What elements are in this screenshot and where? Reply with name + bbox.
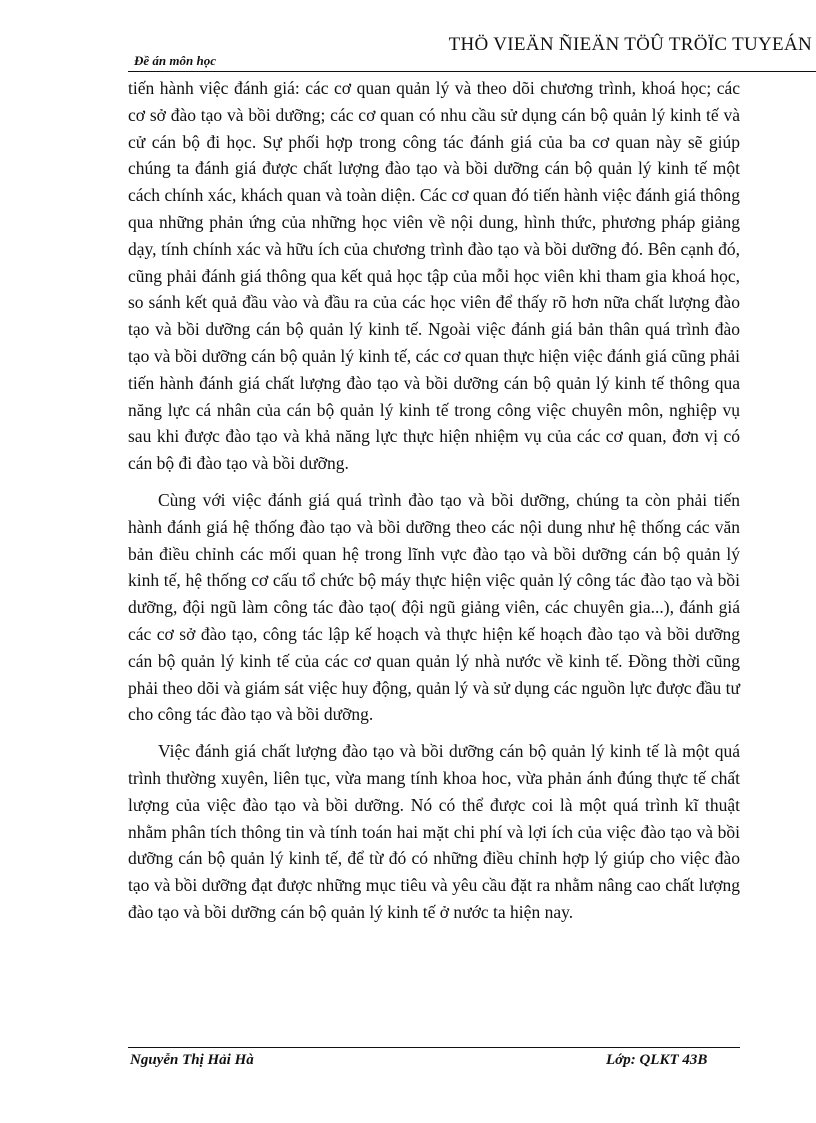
header-divider	[128, 71, 816, 72]
paragraph-1: tiến hành việc đánh giá: các cơ quan quản lý và theo dõi chương trình, khoá học; các cơ sở đào tạo và bồi dưỡng; các cơ quan có nhu cầu sử dụng cán bộ quản lý kinh tế và cử cán bộ đi học. Sự phối hợp trong công tác đánh giá của ba cơ quan này sẽ giúp chúng ta đánh giá được chất lượng đào tạo và bồi dưỡng cán bộ quản lý kinh tế một cách chính xác, khách quan và toàn diện. Các cơ quan đó tiến hành việc đánh giá thông qua những phản ứng của những học viên về nội dung, hình thức, phương pháp giảng dạy, tính chính xác và hữu ích của chương trình đào tạo và bồi dưỡng đó. Bên cạnh đó, cũng phải đánh giá thông qua kết quả học tập của mỗi học viên khi tham gia khoá học, so sánh kết quả đầu vào và đầu ra của các học viên để thấy rõ hơn nữa chất lượng đào tạo và bồi dưỡng cán bộ quản lý kinh tế. Ngoài việc đánh giá bản thân quá trình đào tạo và bồi dưỡng cán bộ quản lý kinh tế, các cơ quan thực hiện việc đánh giá cũng phải tiến hành đánh giá chất lượng đào tạo và bồi dưỡng cán bộ quản lý kinh tế thông qua năng lực cá nhân của cán bộ quản lý kinh tế trong công việc chuyên môn, nghiệp vụ sau khi được đào tạo và khả năng lực thực hiện nhiệm vụ của các cơ quan, đơn vị có cán bộ đi đào tạo và bồi dưỡng.	[128, 78, 740, 474]
footer-author: Nguyễn Thị Hải Hà	[130, 1052, 254, 1068]
footer-divider	[128, 1047, 740, 1048]
paragraph-2: Cùng với việc đánh giá quá trình đào tạo và bồi dưỡng, chúng ta còn phải tiến hành đánh giá hệ thống đào tạo và bồi dưỡng theo các nội dung như hệ thống các văn bản điều chỉnh các mối quan hệ trong lĩnh vực đào tạo và bồi dưỡng cán bộ quản lý kinh tế, hệ thống cơ cấu tổ chức bộ máy thực hiện việc quản lý công tác đào tạo và bồi dưỡng, đội ngũ làm công tác đào tạo( đội ngũ giảng viên, các chuyên gia...), đánh giá các cơ sở đào tạo, công tác lập kế hoạch và thực hiện kế hoạch đào tạo và bồi dưỡng cán bộ quản lý kinh tế của các cơ quan quản lý nhà nước về kinh tế. Đồng thời cũng phải theo dõi và giám sát việc huy động, quản lý và sử dụng các nguồn lực được đầu tư cho công tác đào tạo và bồi dưỡng.	[128, 489, 740, 725]
footer-class-label: Lớp: QLKT 43B	[606, 1052, 708, 1068]
header-watermark: THÖ VIEÄN ÑIEÄN TÖÛ TRÖÏC TUYEÁN	[448, 34, 812, 55]
paragraph-3: Việc đánh giá chất lượng đào tạo và bồi dưỡng cán bộ quản lý kinh tế là một quá trình thường xuyên, liên tục, vừa mang tính khoa hoc, vừa phản ánh đúng thực tế chất lượng của việc đào tạo và bồi dưỡng. Nó có thể được coi là một quá trình kĩ thuật nhằm phân tích thông tin và tính toán hai mặt chi phí và lợi ích của việc đào tạo và bồi dưỡng cán bộ quản lý kinh tế, để từ đó có những điều chỉnh hợp lý giúp cho việc đào tạo và bồi dưỡng đạt được những mục tiêu và yêu cầu đặt ra nhằm nâng cao chất lượng đào tạo và bồi dưỡng cán bộ quản lý kinh tế ở nước ta hiện nay.	[128, 741, 740, 922]
page-content	[128, 75, 740, 926]
document-label: Đề án môn học	[134, 53, 216, 68]
